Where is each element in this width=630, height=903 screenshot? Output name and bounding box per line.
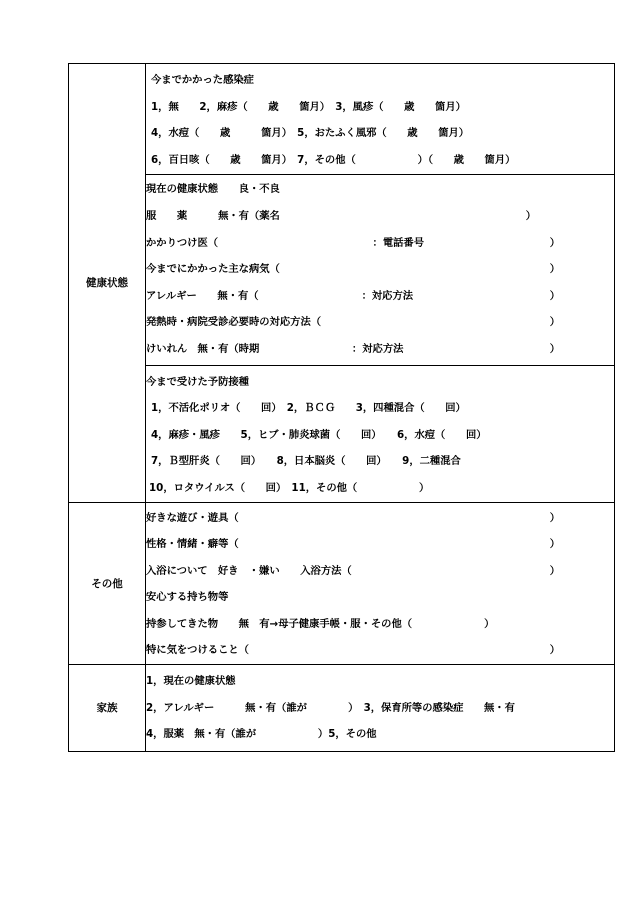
other-row	[69, 502, 615, 665]
illness-line	[146, 256, 614, 283]
infections-line-1: 1，無 2，麻疹（ 歳 箇月） 3，風疹（ 歳 箇月）	[151, 100, 466, 113]
vaccination-title: 今まで受けた予防接種	[146, 375, 249, 388]
infections-line-3: 6，百日咳（ 歳 箇月） 7，その他（ ）（ 歳 箇月）	[151, 153, 516, 166]
category-other	[69, 502, 146, 665]
doctor-text: かかりつけ医（ ：電話番号	[146, 236, 425, 249]
attention-close: ）	[549, 644, 560, 657]
status-cell	[146, 175, 615, 365]
seizure-line	[146, 336, 614, 363]
attention-text: 特に気をつけること（	[146, 644, 249, 657]
bath-line	[146, 558, 614, 585]
seizure-text: けいれん 無・有（時期 ：対応方法	[146, 342, 404, 355]
attention-line	[146, 637, 614, 664]
category-health-label: 健康状態	[86, 277, 128, 290]
comfort-line: 安心する持ち物等	[146, 591, 229, 604]
fever-text: 発熱時・病院受診必要時の対応方法（	[146, 316, 322, 329]
toys-text: 好きな遊び・遊具（	[146, 511, 239, 524]
allergy-close: ）	[549, 289, 560, 302]
allergy-line	[146, 283, 614, 310]
vaccination-line-4: 10，ロタウイルス（ 回） 11，その他（ ）	[149, 481, 430, 494]
seizure-close: ）	[549, 342, 560, 355]
infections-title: 今までかかった感染症	[151, 74, 254, 86]
bath-close: ）	[549, 564, 560, 577]
bath-text: 入浴について 好き ・嫌い 入浴方法（	[146, 564, 352, 577]
allergy-text: アレルギー 無・有（ ：対応方法	[146, 289, 414, 302]
category-other-label: その他	[91, 577, 123, 590]
vaccination-line-1: 1，不活化ポリオ（ 回） 2，ＢＣＧ 3，四種混合（ 回）	[151, 402, 466, 415]
vaccination-line-2: 4，麻疹・風疹 5，ヒブ・肺炎球菌（ 回） 6，水痘（ 回）	[151, 428, 487, 441]
health-form-table	[68, 63, 615, 752]
vaccination-cell	[146, 365, 615, 502]
family-line-1: 1，現在の健康状態	[146, 675, 236, 688]
other-cell	[146, 502, 615, 665]
doctor-close: ）	[549, 236, 560, 249]
medicine-line	[146, 203, 614, 230]
family-row	[69, 665, 615, 752]
fever-close: ）	[549, 316, 560, 329]
personality-text: 性格・情緒・癖等（	[146, 538, 239, 551]
infections-line-2: 4，水痘（ 歳 箇月） 5，おたふく風邪（ 歳 箇月）	[151, 127, 470, 140]
medicine-text: 服 薬 無・有（薬名	[146, 209, 280, 222]
medicine-close: ）	[525, 209, 536, 222]
current-health-text: 現在の健康状態 良・不良	[146, 183, 280, 196]
illness-close: ）	[549, 263, 560, 276]
belongings-line: 持参してきた物 無 有→母子健康手帳・服・その他（ ）	[146, 617, 495, 630]
category-family	[69, 665, 146, 752]
family-line-2: 2，アレルギー 無・有（誰が ） 3，保育所等の感染症 無・有	[146, 701, 515, 714]
fever-line	[146, 309, 614, 336]
health-vaccination-row	[69, 365, 615, 502]
personality-line	[146, 531, 614, 558]
health-status-row	[69, 175, 615, 365]
category-health	[69, 64, 146, 503]
health-infections-row	[69, 64, 615, 175]
category-family-label: 家族	[96, 702, 118, 715]
illness-text: 今までにかかった主な病気（	[146, 263, 280, 276]
doctor-line	[146, 230, 614, 257]
infections-cell	[146, 64, 615, 175]
toys-line	[146, 505, 614, 532]
personality-close: ）	[549, 538, 560, 551]
family-cell	[146, 665, 615, 752]
current-health	[146, 176, 614, 203]
toys-close: ）	[549, 511, 560, 524]
vaccination-line-3: 7，Ｂ型肝炎（ 回） 8，日本脳炎（ 回） 9，二種混合	[151, 455, 461, 468]
family-line-3: 4，服薬 無・有（誰が ）5，その他	[146, 728, 377, 741]
